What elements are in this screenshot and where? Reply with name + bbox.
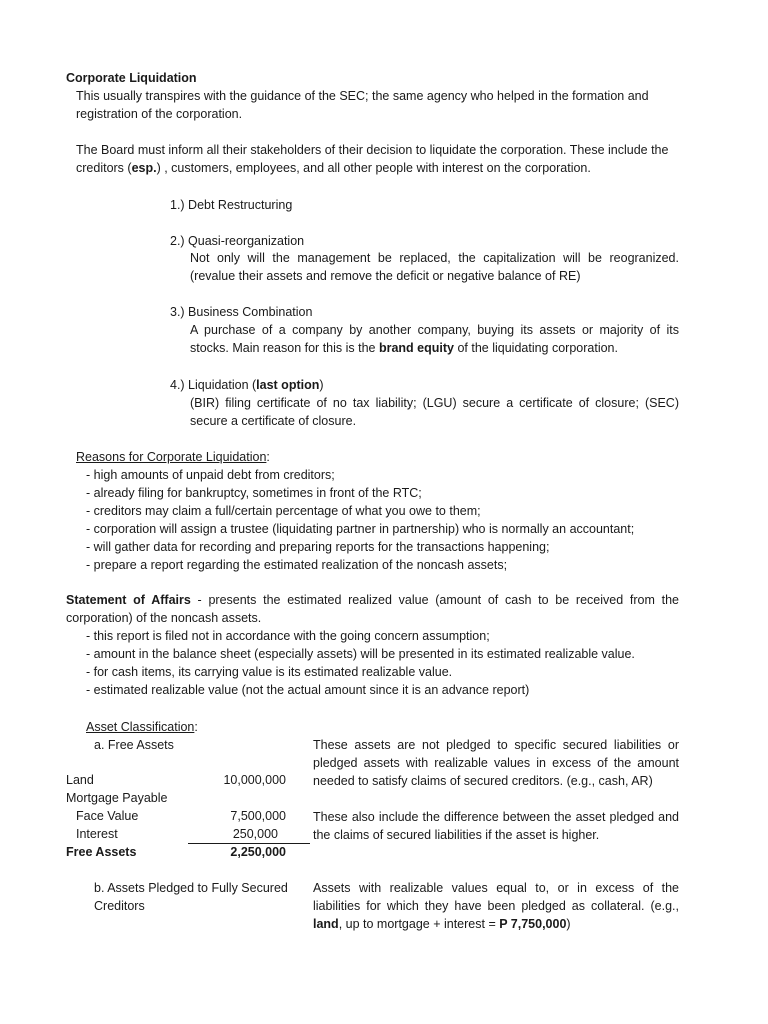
free-assets-table bbox=[66, 771, 316, 861]
table-row: Free Assets 2,250,000 bbox=[66, 845, 286, 859]
list-item: - prepare a report regarding the estimated realization of the noncash assets; bbox=[86, 558, 508, 572]
free-assets-label: a. Free Assets bbox=[94, 738, 174, 752]
option-3-text: A purchase of a company by another company, buying its assets or majority of its stocks. Main reason for this is the brand equity of the liquidating corporation. bbox=[190, 323, 679, 355]
option-4-text: (BIR) filing certificate of no tax liability; (LGU) secure a certificate of closure; (SEC) secure a certificate of closure. bbox=[190, 396, 679, 428]
option-1-heading: 1.) Debt Restructuring bbox=[170, 198, 293, 212]
soa-definition: Statement of Affairs - presents the estimated realized value (amount of cash to be received from the corporation) of the noncash assets. bbox=[66, 593, 680, 625]
list-item: - corporation will assign a trustee (liquidating partner in partnership) who is normally an accountant; bbox=[86, 522, 635, 536]
list-item: - amount in the balance sheet (especially assets) will be presented in its estimated realizable value. bbox=[86, 647, 635, 661]
option-2-text: Not only will the management be replaced, the capitalization will be reogranized. (revalue their assets and remove the deficit or negative balance of RE) bbox=[190, 251, 679, 283]
option-2-heading: 2.) Quasi-reorganization bbox=[170, 234, 305, 248]
table-row: Land 10,000,000 bbox=[66, 773, 286, 787]
table-row: Interest 250,000 bbox=[76, 827, 278, 841]
list-item: - already filing for bankruptcy, sometimes in front of the RTC; bbox=[86, 486, 422, 500]
free-assets-description-2: These also include the difference between the asset pledged and the claims of secured liabilities if the asset is higher. bbox=[313, 810, 679, 842]
reasons-list bbox=[86, 466, 706, 574]
intro-paragraph: This usually transpires with the guidance of the SEC; the same agency who helped in the formation and registration of the corporation. bbox=[76, 89, 649, 121]
pledged-assets-label: b. Assets Pledged to Fully Secured Creditors bbox=[94, 881, 288, 913]
soa-list bbox=[86, 627, 706, 699]
list-item: - this report is filed not in accordance with the going concern assumption; bbox=[86, 629, 490, 643]
list-item: - for cash items, its carrying value is its estimated realizable value. bbox=[86, 665, 453, 679]
total-divider bbox=[188, 843, 310, 844]
option-3-heading: 3.) Business Combination bbox=[170, 305, 313, 319]
list-item: - will gather data for recording and preparing reports for the transactions happening; bbox=[86, 540, 550, 554]
pledged-assets-description: Assets with realizable values equal to, or in excess of the liabilities for which they have been pledged as collateral. (e.g., land, up to mortgage + interest = P 7,750,000) bbox=[313, 881, 679, 931]
page-title: Corporate Liquidation bbox=[66, 71, 197, 85]
table-row: Face Value 7,500,000 bbox=[76, 809, 286, 823]
option-4-heading: 4.) Liquidation (last option) bbox=[170, 378, 324, 392]
free-assets-description: These assets are not pledged to specific secured liabilities or pledged assets with realizable values in excess of the amount needed to satisfy claims of secured creditors. (e.g., cash, AR) bbox=[313, 738, 679, 788]
table-row: Mortgage Payable bbox=[66, 791, 168, 805]
list-item: - high amounts of unpaid debt from creditors; bbox=[86, 468, 335, 482]
reasons-heading: Reasons for Corporate Liquidation: bbox=[76, 450, 270, 464]
stakeholders-paragraph: The Board must inform all their stakeholders of their decision to liquidate the corporation. These include the creditors (esp.) , customers, employees, and all other people with interest on the corporation. bbox=[76, 143, 669, 175]
asset-classification-heading: Asset Classification: bbox=[86, 720, 198, 734]
list-item: - estimated realizable value (not the actual amount since it is an advance report) bbox=[86, 683, 530, 697]
list-item: - creditors may claim a full/certain percentage of what you owe to them; bbox=[86, 504, 481, 518]
